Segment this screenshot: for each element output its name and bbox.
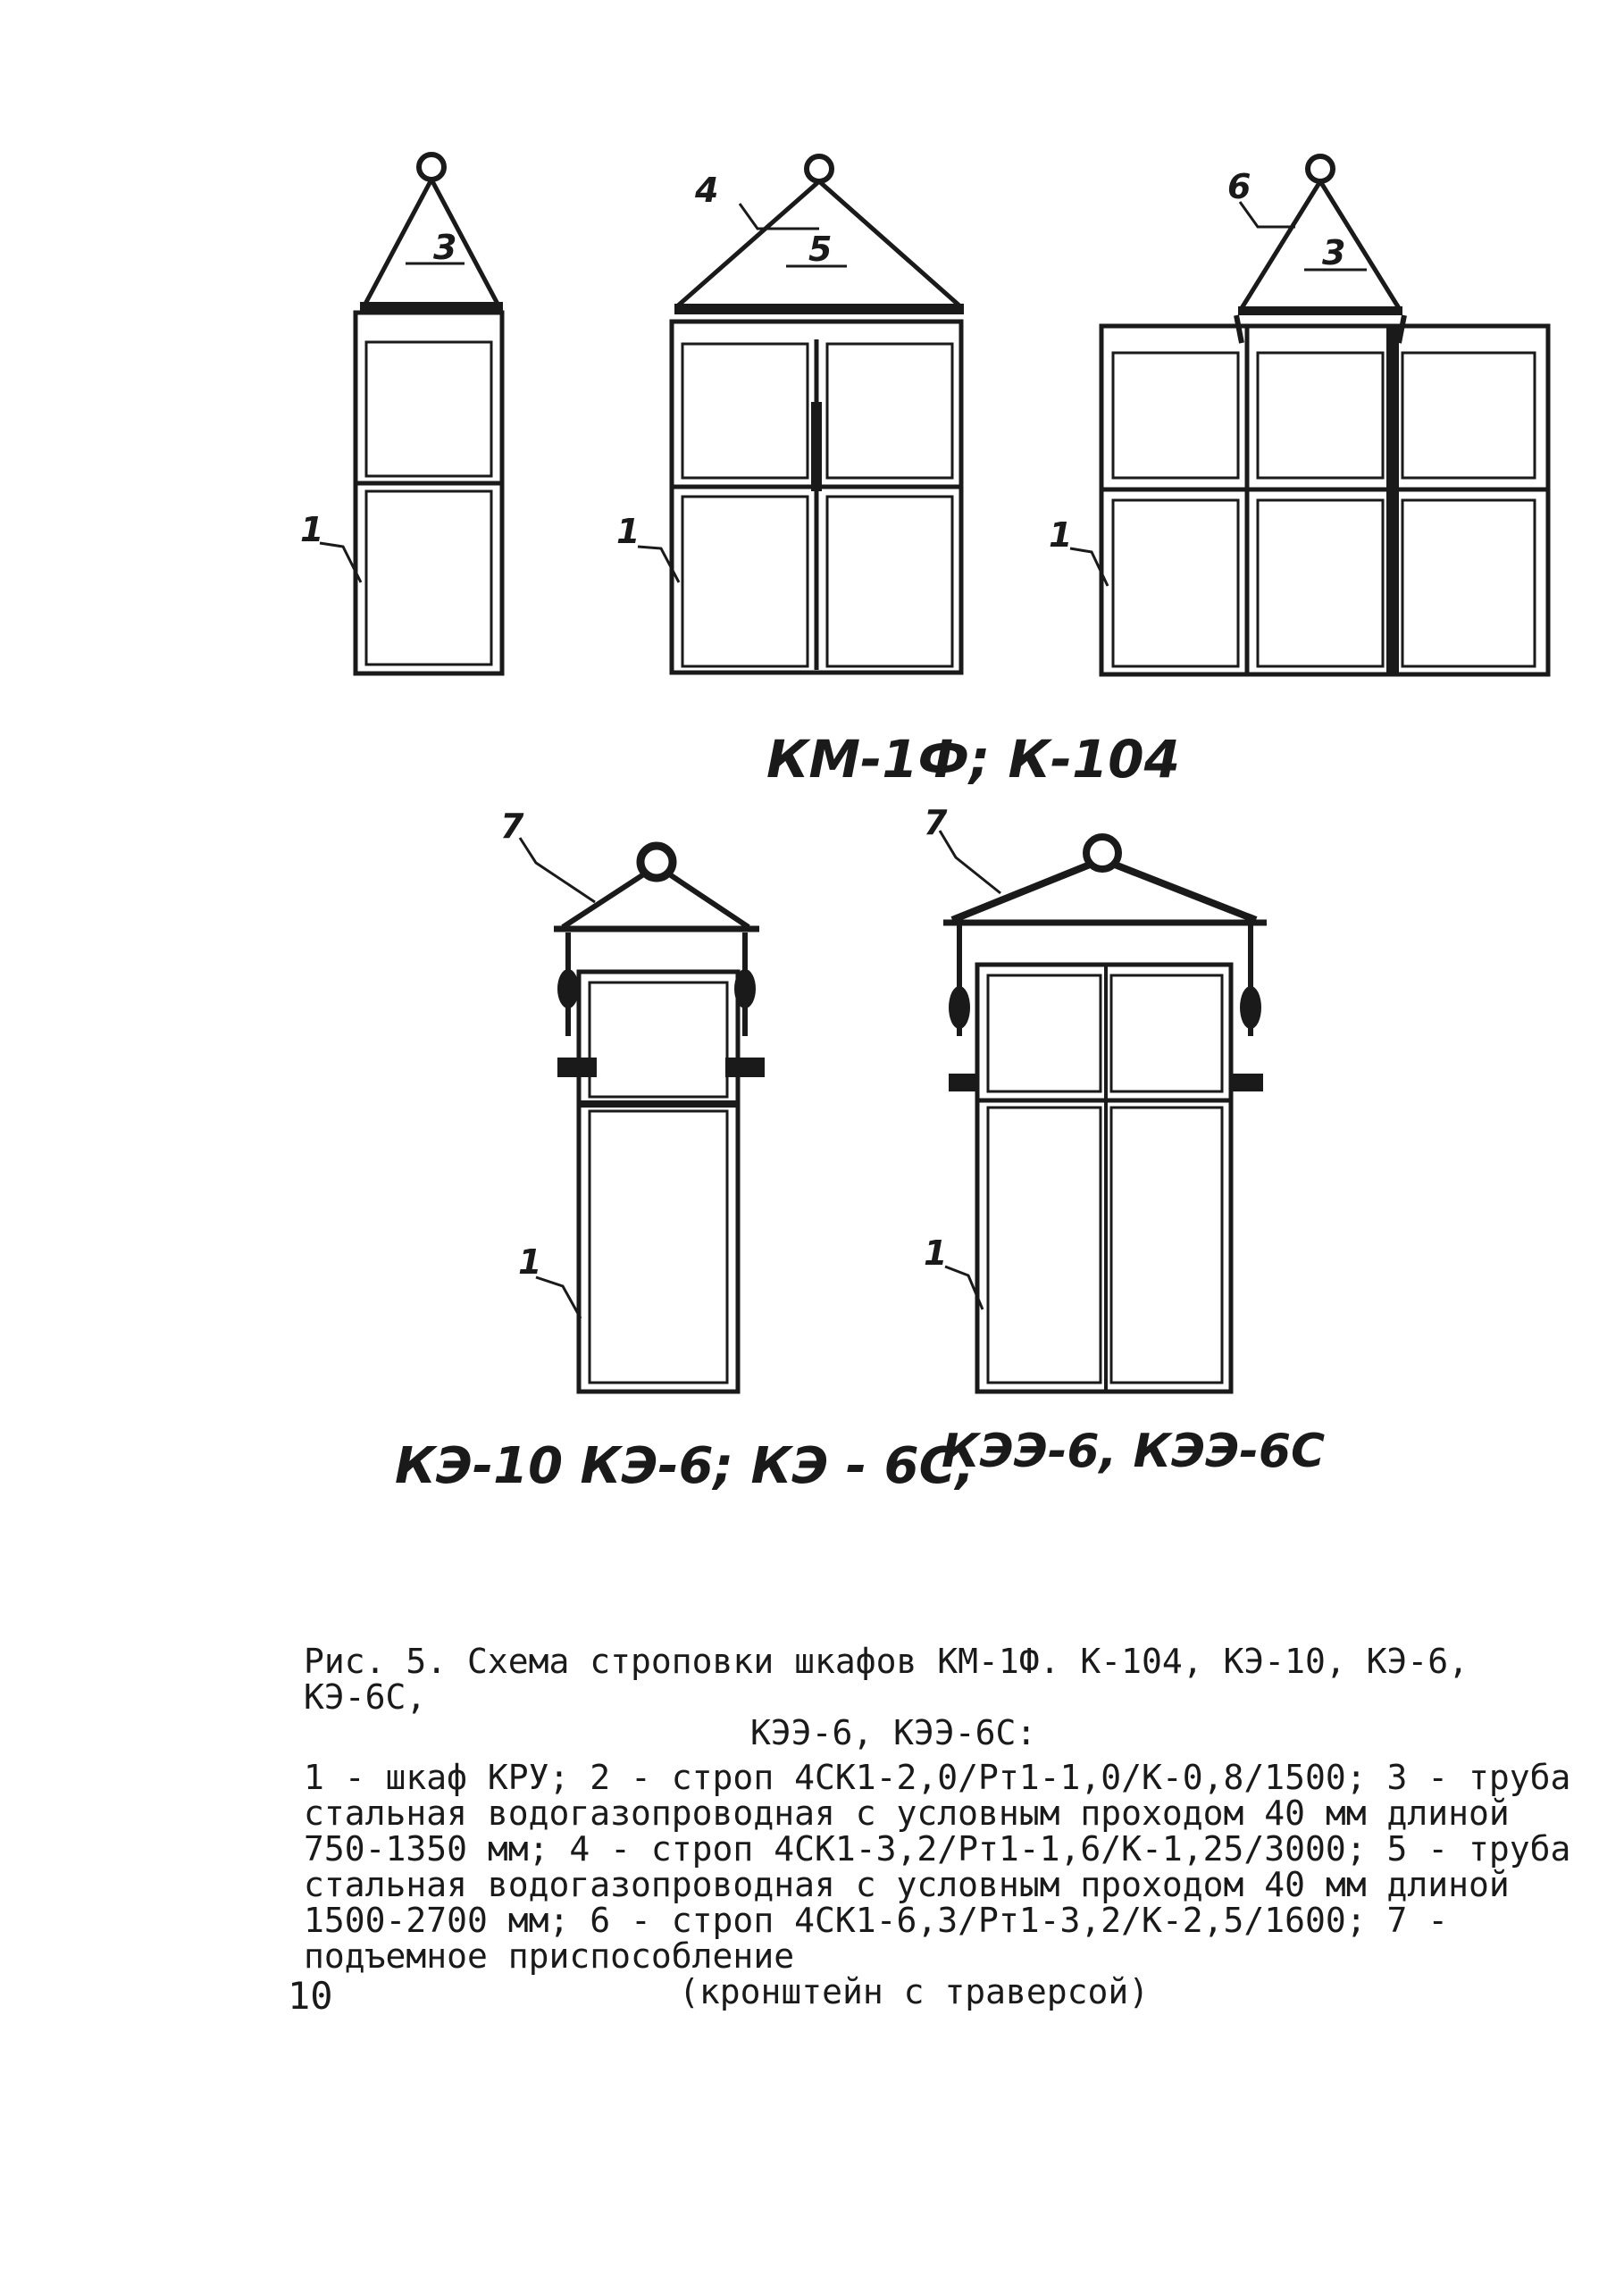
page-number: 10: [288, 1974, 333, 2018]
caption-legend-text: 1 - шкаф КРУ; 2 - строп 4СК1-2,0/Рт1-1,0/К-0,8/1500; 3 - труба стальная водогазопроводная с условным проходом 40 мм длиной 750-1350 мм; 4 - строп 4СК1-3,2/Рт1-1,6/К-1,25/3000; 5 - труба стальная водогазопроводная с условным проходом 40 мм длиной 1500-2700 мм; 6 - строп 4СК1-6,3/Рт1-3,2/К-2,5/1600; 7 - подъемное приспособление: [304, 1758, 1571, 1976]
cabinet-panel: [366, 491, 491, 665]
traverse-brace: [563, 874, 645, 927]
cabinet-panel: [1113, 500, 1238, 666]
bracket-mount: [725, 1058, 765, 1077]
cabinet-b-scheme: [616, 156, 964, 673]
cabinet-d-scheme: [500, 807, 765, 1392]
figure-caption: [304, 1643, 1572, 2010]
cabinet-e-scheme: [924, 803, 1267, 1392]
traverse-brace: [952, 865, 1090, 920]
cabinet-panel: [988, 975, 1101, 1091]
cabinet-panel: [1111, 1108, 1222, 1383]
cabinet-panel: [1402, 500, 1535, 666]
cabinet-panel: [590, 982, 727, 1097]
callout-leader: [940, 831, 1000, 893]
callout-1: 1: [1049, 515, 1073, 555]
cabinet-panel: [827, 344, 952, 478]
cabinet-panel: [682, 344, 808, 478]
top-cabinet-types-label: КМ-1Ф; К-104: [766, 729, 1181, 790]
traverse-brace: [1115, 865, 1256, 920]
lifting-ring: [1308, 156, 1333, 181]
callout-leader: [536, 1277, 581, 1318]
shackle: [1240, 986, 1261, 1029]
bottom-right-cabinet-types-label: КЭЭ-6, КЭЭ-6С: [942, 1425, 1326, 1478]
traverse-brace: [668, 874, 749, 927]
lifting-ring: [807, 156, 832, 181]
cabinet-a-scheme: [300, 155, 503, 673]
callout-1: 1: [300, 510, 324, 549]
cabinet-panel: [1402, 353, 1535, 478]
sling-hook: [1399, 315, 1404, 343]
shackle: [557, 969, 579, 1008]
sling-line: [1242, 181, 1320, 308]
cabinet-panel: [682, 497, 808, 666]
cabinet-panel: [827, 497, 952, 666]
caption-title-line1: Рис. 5. Схема строповки шкафов КМ-1Ф. К-104, КЭ-10, КЭ-6, КЭ-6С,: [304, 1642, 1469, 1717]
callout-1: 1: [518, 1242, 542, 1282]
cabinet-c-scheme: [1049, 156, 1548, 674]
shackle: [949, 986, 970, 1029]
bracket-mount: [949, 1074, 979, 1091]
lifting-ring: [419, 155, 444, 180]
cabinet-panel: [1113, 353, 1238, 478]
caption-legend-end: (кронштейн с траверсой): [679, 1972, 1150, 2011]
cabinet-panel: [1111, 975, 1222, 1091]
cabinet-post: [1386, 326, 1399, 674]
sling-line: [364, 180, 431, 305]
cabinet-panel: [1258, 500, 1383, 666]
caption-title: [304, 1643, 1572, 1751]
lifting-ring: [1086, 837, 1118, 869]
callout-7: 7: [924, 803, 948, 842]
sling-line: [819, 181, 960, 306]
callout-leader: [520, 838, 595, 902]
callout-7: 7: [500, 807, 524, 846]
spreader-pipe: [1238, 306, 1402, 315]
callout-4: 4: [695, 171, 719, 210]
callout-3: 3: [1322, 233, 1346, 272]
sling-hook: [1236, 315, 1242, 343]
cabinet-outline: [356, 313, 502, 673]
cabinet-post: [811, 402, 822, 491]
callout-1: 1: [616, 512, 640, 551]
spreader-pipe: [674, 304, 964, 314]
cabinet-outline: [579, 972, 738, 1392]
cabinet-panel: [366, 342, 491, 476]
callout-1: 1: [924, 1233, 948, 1273]
callout-5: 5: [808, 230, 833, 269]
bottom-left-cabinet-types-label: КЭ-10 КЭ-6; КЭ - 6С,: [395, 1437, 975, 1495]
callout-3: 3: [433, 228, 457, 267]
caption-legend: [304, 1760, 1572, 2010]
lifting-ring: [640, 846, 673, 878]
caption-title-line2: КЭЭ-6, КЭЭ-6С:: [750, 1713, 1037, 1752]
cabinet-panel: [590, 1111, 727, 1383]
callout-6: 6: [1227, 167, 1251, 206]
cabinet-panel: [1258, 353, 1383, 478]
cabinet-panel: [988, 1108, 1101, 1383]
bracket-mount: [1233, 1074, 1263, 1091]
